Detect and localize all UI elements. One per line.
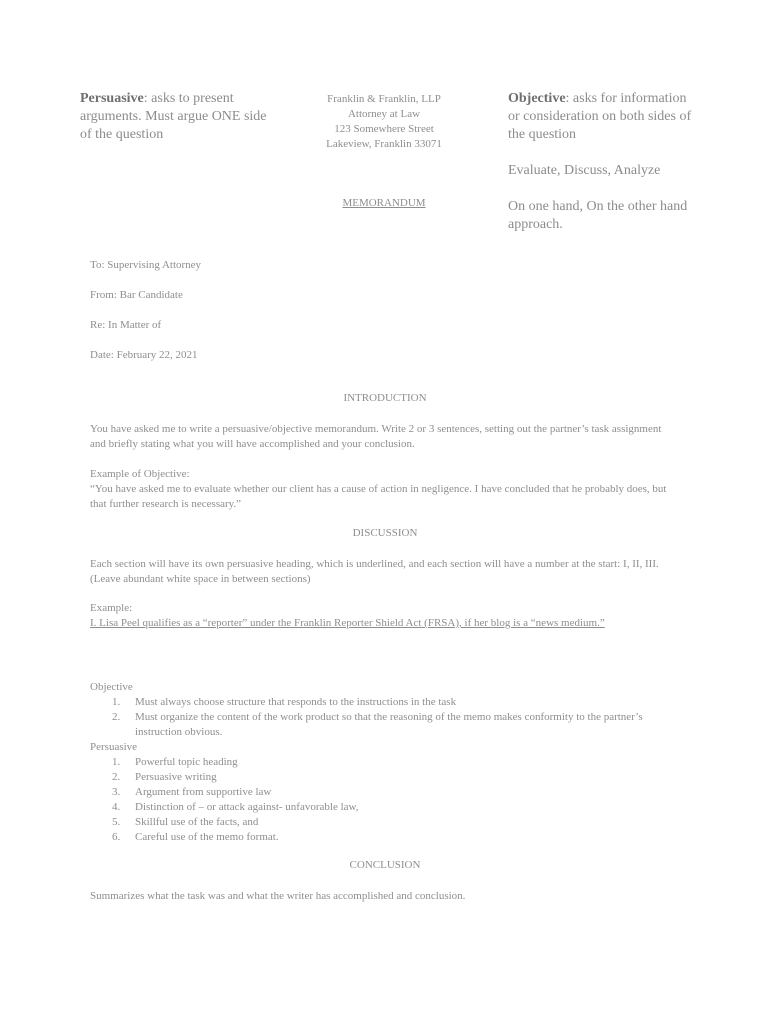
introduction-paragraph: You have asked me to write a persuasive/objective memorandum. Write 2 or 3 sentences, setting out the partner’s task assignment and briefly stating what you will have accomplished and your conclusion. xyxy=(90,423,662,450)
discussion-paragraph: Each section will have its own persuasive heading, which is underlined, and each section will have a number at the start: I, II, III. (Leave abundant white space in between sections) xyxy=(90,558,659,585)
objective-approach: On one hand, On the other hand approach. xyxy=(508,199,688,232)
discussion-heading: DISCUSSION xyxy=(352,527,418,539)
firm-city: Lakeview, Franklin 33071 xyxy=(326,138,442,150)
firm-street: 123 Somewhere Street xyxy=(334,123,434,135)
list-item: 1. Powerful topic heading xyxy=(112,756,238,768)
objective-definition xyxy=(508,90,698,144)
persuasive-term: Persuasive xyxy=(80,91,144,106)
objective-keywords: Evaluate, Discuss, Analyze xyxy=(508,163,661,178)
memo-to: To: Supervising Attorney xyxy=(90,259,202,271)
firm-name: Franklin & Franklin, LLP xyxy=(327,93,441,105)
memo-title: MEMORANDUM xyxy=(342,197,426,209)
memo-date: Date: February 22, 2021 xyxy=(90,349,198,361)
memo-re: Re: In Matter of xyxy=(90,319,162,331)
persuasive-definition: : asks to present arguments. Must argue ONE side of the question xyxy=(80,91,267,142)
discussion-example-label: Example: xyxy=(90,602,133,614)
objective-term: Objective xyxy=(508,91,566,106)
conclusion-paragraph: Summarizes what the task was and what the writer has accomplished and conclusion. xyxy=(90,890,466,902)
list-item: 2. Must organize the content of the work product so that the reasoning of the memo makes conformity to the partner’s instruction obvious. xyxy=(112,711,643,738)
memo-from: From: Bar Candidate xyxy=(90,289,183,301)
list-item: 5. Skillful use of the facts, and xyxy=(112,816,259,828)
objective-list xyxy=(90,695,680,740)
conclusion-heading: CONCLUSION xyxy=(349,859,421,871)
list-item: 4. Distinction of – or attack against- unfavorable law, xyxy=(112,801,359,813)
list-item: 6. Careful use of the memo format. xyxy=(112,831,279,843)
objective-text: : asks for information or consideration on both sides of the question xyxy=(508,91,692,142)
objective-note xyxy=(508,90,698,252)
firm-title: Attorney at Law xyxy=(347,108,421,120)
persuasive-note xyxy=(80,90,280,144)
persuasive-list xyxy=(90,755,680,845)
list-item: 2. Persuasive writing xyxy=(112,771,217,783)
objective-example-text: “You have asked me to evaluate whether our client has a cause of action in negligence. I have concluded that he probably does, but that further research is necessary.” xyxy=(90,483,667,510)
objective-example-label: Example of Objective: xyxy=(90,468,190,480)
introduction-heading: INTRODUCTION xyxy=(343,392,427,404)
list-item: 3. Argument from supportive law xyxy=(112,786,272,798)
persuasive-list-label: Persuasive xyxy=(90,741,138,753)
letterhead xyxy=(300,92,468,152)
list-item: 1. Must always choose structure that responds to the instructions in the task xyxy=(112,696,457,708)
objective-list-label: Objective xyxy=(90,681,133,693)
discussion-example-heading: I. Lisa Peel qualifies as a “reporter” under the Franklin Reporter Shield Act (FRSA), if her blog is a “news medium.” xyxy=(90,617,605,629)
